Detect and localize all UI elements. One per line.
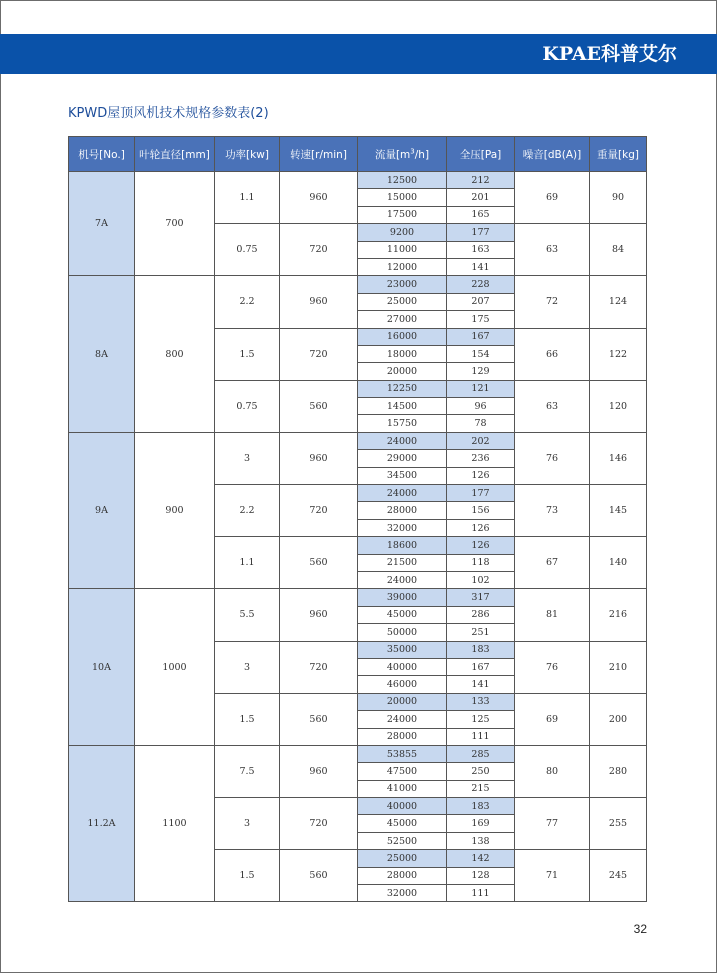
diameter-cell: 1000	[135, 589, 215, 746]
pressure-cell: 317	[447, 589, 515, 606]
header-pressure: 全压[Pa]	[447, 137, 515, 172]
pressure-cell: 78	[447, 415, 515, 432]
flow-cell: 41000	[358, 780, 447, 797]
power-cell: 2.2	[215, 485, 280, 537]
pressure-cell: 154	[447, 345, 515, 362]
table-row	[69, 745, 647, 762]
noise-cell: 76	[515, 641, 590, 693]
pressure-cell: 228	[447, 276, 515, 293]
speed-cell: 720	[280, 328, 358, 380]
power-cell: 0.75	[215, 380, 280, 432]
flow-cell: 17500	[358, 206, 447, 223]
pressure-cell: 128	[447, 867, 515, 884]
power-cell: 1.1	[215, 172, 280, 224]
flow-cell: 9200	[358, 224, 447, 241]
pressure-cell: 96	[447, 398, 515, 415]
power-cell: 3	[215, 641, 280, 693]
model-cell: 9A	[69, 432, 135, 589]
flow-cell: 20000	[358, 363, 447, 380]
flow-cell: 45000	[358, 815, 447, 832]
speed-cell: 960	[280, 276, 358, 328]
flow-cell: 40000	[358, 798, 447, 815]
flow-cell: 52500	[358, 832, 447, 849]
weight-cell: 216	[590, 589, 647, 641]
pressure-cell: 141	[447, 258, 515, 275]
header-noise: 噪音[dB(A)]	[515, 137, 590, 172]
flow-cell: 12500	[358, 172, 447, 189]
header-weight: 重量[kg]	[590, 137, 647, 172]
flow-cell: 50000	[358, 624, 447, 641]
pressure-cell: 251	[447, 624, 515, 641]
noise-cell: 80	[515, 745, 590, 797]
flow-cell: 32000	[358, 885, 447, 902]
table-row	[69, 589, 647, 606]
noise-cell: 72	[515, 276, 590, 328]
flow-cell: 23000	[358, 276, 447, 293]
noise-cell: 63	[515, 224, 590, 276]
pressure-cell: 183	[447, 641, 515, 658]
model-cell: 8A	[69, 276, 135, 433]
table-row	[69, 276, 647, 293]
noise-cell: 73	[515, 485, 590, 537]
noise-cell: 76	[515, 432, 590, 484]
power-cell: 1.5	[215, 328, 280, 380]
flow-cell: 39000	[358, 589, 447, 606]
power-cell: 2.2	[215, 276, 280, 328]
weight-cell: 84	[590, 224, 647, 276]
speed-cell: 560	[280, 537, 358, 589]
speed-cell: 720	[280, 224, 358, 276]
diameter-cell: 900	[135, 432, 215, 589]
speed-cell: 960	[280, 745, 358, 797]
flow-cell: 18000	[358, 345, 447, 362]
header-flow-unit: /h]	[414, 148, 430, 161]
weight-cell: 255	[590, 798, 647, 850]
pressure-cell: 202	[447, 432, 515, 449]
speed-cell: 960	[280, 589, 358, 641]
header-flow-sup: 3	[410, 147, 415, 155]
pressure-cell: 141	[447, 676, 515, 693]
pressure-cell: 142	[447, 850, 515, 867]
pressure-cell: 177	[447, 485, 515, 502]
pressure-cell: 111	[447, 728, 515, 745]
noise-cell: 63	[515, 380, 590, 432]
flow-cell: 35000	[358, 641, 447, 658]
header-model: 机号[No.]	[69, 137, 135, 172]
power-cell: 1.5	[215, 850, 280, 902]
flow-cell: 16000	[358, 328, 447, 345]
flow-cell: 12250	[358, 380, 447, 397]
weight-cell: 280	[590, 745, 647, 797]
power-cell: 0.75	[215, 224, 280, 276]
diameter-cell: 800	[135, 276, 215, 433]
table-row	[69, 172, 647, 189]
pressure-cell: 126	[447, 519, 515, 536]
flow-cell: 27000	[358, 311, 447, 328]
flow-cell: 28000	[358, 502, 447, 519]
speed-cell: 960	[280, 432, 358, 484]
pressure-cell: 129	[447, 363, 515, 380]
noise-cell: 81	[515, 589, 590, 641]
flow-cell: 34500	[358, 467, 447, 484]
weight-cell: 90	[590, 172, 647, 224]
header-diameter: 叶轮直径[mm]	[135, 137, 215, 172]
power-cell: 5.5	[215, 589, 280, 641]
power-cell: 1.1	[215, 537, 280, 589]
weight-cell: 122	[590, 328, 647, 380]
diameter-cell: 700	[135, 172, 215, 276]
flow-cell: 25000	[358, 850, 447, 867]
power-cell: 1.5	[215, 693, 280, 745]
flow-cell: 40000	[358, 658, 447, 675]
speed-cell: 560	[280, 850, 358, 902]
table-body	[69, 172, 647, 902]
weight-cell: 210	[590, 641, 647, 693]
pressure-cell: 126	[447, 467, 515, 484]
flow-cell: 15000	[358, 189, 447, 206]
header-flow-text: 流量[m	[374, 148, 411, 161]
noise-cell: 69	[515, 693, 590, 745]
page-title: KPWD屋顶风机技术规格参数表(2)	[68, 106, 269, 121]
flow-cell: 28000	[358, 867, 447, 884]
pressure-cell: 118	[447, 554, 515, 571]
flow-cell: 14500	[358, 398, 447, 415]
flow-cell: 18600	[358, 537, 447, 554]
flow-cell: 24000	[358, 571, 447, 588]
pressure-cell: 167	[447, 328, 515, 345]
pressure-cell: 285	[447, 745, 515, 762]
speed-cell: 720	[280, 798, 358, 850]
brand-logo-text: KPAE科普艾尔	[542, 43, 677, 65]
table-row	[69, 432, 647, 449]
model-cell: 10A	[69, 589, 135, 746]
pressure-cell: 102	[447, 571, 515, 588]
model-cell: 11.2A	[69, 745, 135, 902]
flow-cell: 32000	[358, 519, 447, 536]
pressure-cell: 163	[447, 241, 515, 258]
weight-cell: 145	[590, 485, 647, 537]
noise-cell: 69	[515, 172, 590, 224]
noise-cell: 77	[515, 798, 590, 850]
pressure-cell: 207	[447, 293, 515, 310]
weight-cell: 120	[590, 380, 647, 432]
flow-cell: 47500	[358, 763, 447, 780]
header-speed: 转速[r/min]	[280, 137, 358, 172]
noise-cell: 71	[515, 850, 590, 902]
power-cell: 3	[215, 432, 280, 484]
speed-cell: 960	[280, 172, 358, 224]
power-cell: 3	[215, 798, 280, 850]
speed-cell: 720	[280, 485, 358, 537]
header-flow	[358, 137, 447, 172]
speed-cell: 720	[280, 641, 358, 693]
model-cell: 7A	[69, 172, 135, 276]
table-header-row	[69, 137, 647, 172]
flow-cell: 25000	[358, 293, 447, 310]
flow-cell: 28000	[358, 728, 447, 745]
flow-cell: 21500	[358, 554, 447, 571]
flow-cell: 20000	[358, 693, 447, 710]
flow-cell: 46000	[358, 676, 447, 693]
diameter-cell: 1100	[135, 745, 215, 902]
weight-cell: 245	[590, 850, 647, 902]
noise-cell: 67	[515, 537, 590, 589]
pressure-cell: 215	[447, 780, 515, 797]
pressure-cell: 183	[447, 798, 515, 815]
pressure-cell: 111	[447, 885, 515, 902]
flow-cell: 24000	[358, 485, 447, 502]
flow-cell: 12000	[358, 258, 447, 275]
pressure-cell: 165	[447, 206, 515, 223]
flow-cell: 24000	[358, 432, 447, 449]
pressure-cell: 121	[447, 380, 515, 397]
flow-cell: 53855	[358, 745, 447, 762]
flow-cell: 24000	[358, 711, 447, 728]
weight-cell: 146	[590, 432, 647, 484]
pressure-cell: 236	[447, 450, 515, 467]
flow-cell: 11000	[358, 241, 447, 258]
pressure-cell: 177	[447, 224, 515, 241]
noise-cell: 66	[515, 328, 590, 380]
power-cell: 7.5	[215, 745, 280, 797]
pressure-cell: 133	[447, 693, 515, 710]
pressure-cell: 138	[447, 832, 515, 849]
pressure-cell: 125	[447, 711, 515, 728]
pressure-cell: 156	[447, 502, 515, 519]
pressure-cell: 201	[447, 189, 515, 206]
pressure-cell: 167	[447, 658, 515, 675]
spec-table	[68, 136, 647, 902]
pressure-cell: 250	[447, 763, 515, 780]
weight-cell: 200	[590, 693, 647, 745]
speed-cell: 560	[280, 693, 358, 745]
weight-cell: 124	[590, 276, 647, 328]
flow-cell: 29000	[358, 450, 447, 467]
pressure-cell: 169	[447, 815, 515, 832]
pressure-cell: 175	[447, 311, 515, 328]
speed-cell: 560	[280, 380, 358, 432]
page-number: 32	[633, 922, 647, 936]
weight-cell: 140	[590, 537, 647, 589]
pressure-cell: 286	[447, 606, 515, 623]
flow-cell: 15750	[358, 415, 447, 432]
flow-cell: 45000	[358, 606, 447, 623]
pressure-cell: 212	[447, 172, 515, 189]
header-power: 功率[kw]	[215, 137, 280, 172]
pressure-cell: 126	[447, 537, 515, 554]
